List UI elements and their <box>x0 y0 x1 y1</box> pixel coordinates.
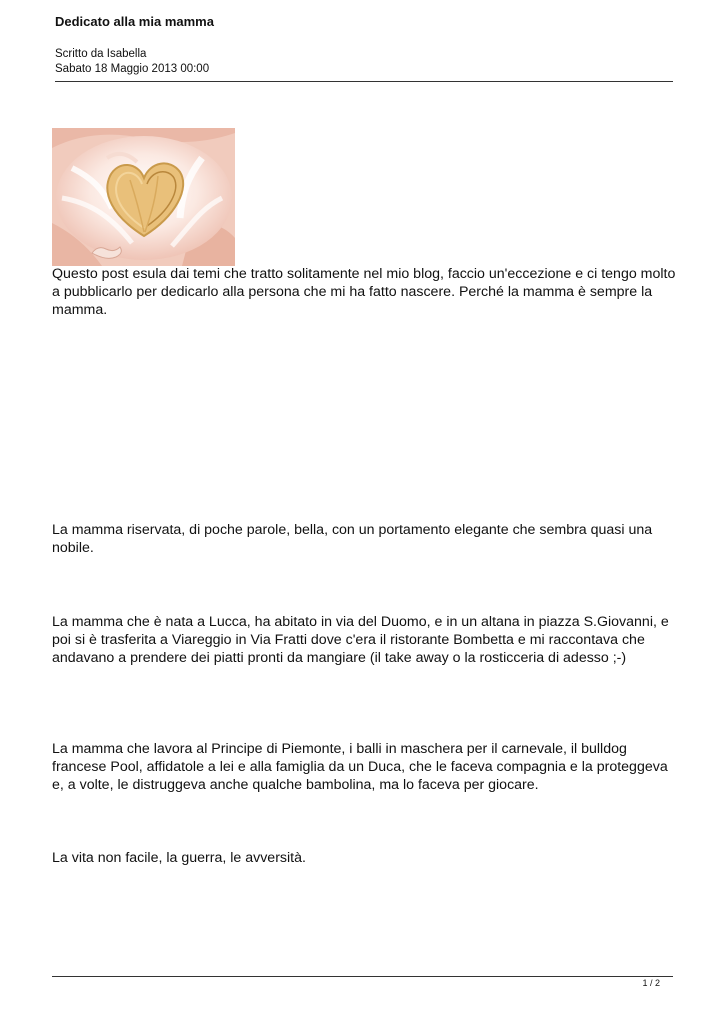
article-header <box>55 14 673 77</box>
date-line: Sabato 18 Maggio 2013 00:00 <box>55 63 210 75</box>
author-line: Scritto da Isabella <box>55 48 147 60</box>
paragraph: La vita non facile, la guerra, le avversità. <box>52 850 306 866</box>
paragraph: Questo post esula dai temi che tratto solitamente nel mio blog, faccio un'eccezione e ci tengo molto a pubblicarlo per dedicarlo alla persona che mi ha fatto nascere. Perché la mamma è sempre la mamma. <box>52 266 676 318</box>
paragraph: La mamma riservata, di poche parole, bella, con un portamento elegante che sembra quasi una nobile. <box>52 522 653 556</box>
paragraph: La mamma che lavora al Principe di Piemonte, i balli in maschera per il carnevale, il bulldog francese Pool, affidatole a lei e alla famiglia da un Duca, che le faceva compagnia e la proteggeva e, a volte, le distruggeva anche qualche bambolina, ma lo faceva per giocare. <box>52 741 668 793</box>
header-divider <box>55 81 673 82</box>
article-title: Dedicato alla mia mamma <box>55 14 214 29</box>
footer-divider <box>52 976 673 977</box>
heart-illustration-icon <box>52 128 235 266</box>
article-meta <box>55 47 673 77</box>
paragraph: La mamma che è nata a Lucca, ha abitato in via del Duomo, e in un altana in piazza S.Giovanni, e poi si è trasferita a Viareggio in Via Fratti dove c'era il ristorante Bombetta e mi raccontava che andavano a prendere dei piatti pronti da mangiare (il take away o la rosticceria di adesso ;-) <box>52 614 669 666</box>
page-number: 1 / 2 <box>642 978 660 988</box>
